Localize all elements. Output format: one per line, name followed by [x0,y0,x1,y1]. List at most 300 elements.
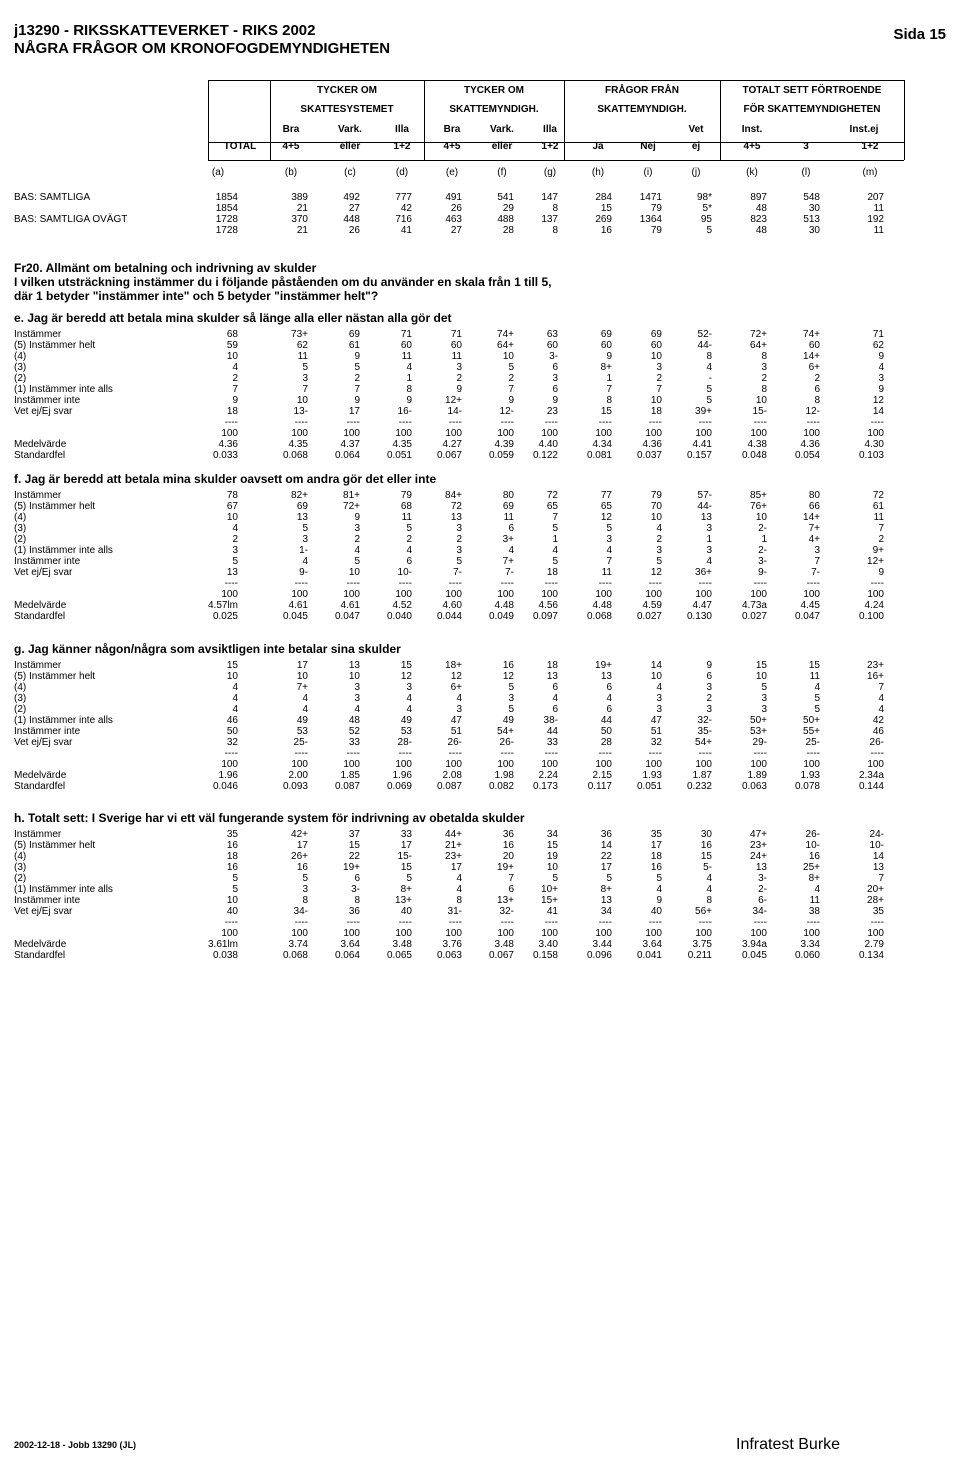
table-cell: 3.40 [538,939,558,950]
row-label: (1) Instämmer inte alls [14,545,113,556]
table-cell: 0.040 [386,611,412,622]
table-cell: 10 [348,567,360,578]
table-cell: ---- [806,748,820,759]
table-cell: ---- [448,748,462,759]
table-cell: 1 [406,373,412,384]
question-text-line2: I vilken utsträckning instämmer du i följande påståenden om du använder en skala från 1 till 5, [14,275,552,289]
table-cell: 3 [406,682,412,693]
table-cell: 7 [878,873,884,884]
table-cell: 13+ [497,895,514,906]
table-cell: ---- [870,748,884,759]
table-cell: 34 [600,906,612,917]
table-cell: 7 [878,682,884,693]
table-cell: 4.57lm [207,600,238,611]
table-cell: 8 [606,395,612,406]
table-cell: 9- [758,567,767,578]
table-cell: 2 [508,373,514,384]
table-cell: 4 [814,682,820,693]
table-cell: 51 [450,726,462,737]
table-cell: ---- [698,917,712,928]
table-cell: 2.15 [592,770,612,781]
base-cell: 42 [400,203,412,214]
table-cell: 5 [232,873,238,884]
table-cell: 15 [600,406,612,417]
base-cell: 30 [808,203,820,214]
row-label: Standardfel [14,950,66,961]
table-cell: 3 [761,704,767,715]
table-cell: 10 [650,671,662,682]
base-cell: 28 [502,225,514,236]
table-cell: 100 [291,928,308,939]
table-cell: 10 [348,671,360,682]
table-cell: 100 [541,759,558,770]
row-label: (3) [14,693,27,704]
table-cell: 100 [445,928,462,939]
group-title-line2: FÖR SKATTEMYNDIGHETEN [743,104,881,115]
table-cell: 40 [650,906,662,917]
table-cell: ---- [544,417,558,428]
table-cell: 4.30 [864,439,884,450]
table-cell: 0.033 [212,450,238,461]
table-cell: 15 [808,660,820,671]
table-cell: 9 [606,351,612,362]
table-cell: 72 [450,501,462,512]
table-cell: 44 [546,726,558,737]
base-cell: 137 [541,214,558,225]
table-cell: 100 [291,428,308,439]
table-cell: 24+ [750,851,767,862]
table-cell: 8 [302,895,308,906]
base-cell: 192 [867,214,884,225]
table-cell: ---- [224,748,238,759]
table-cell: 52 [348,726,360,737]
table-cell: 100 [343,928,360,939]
base-cell: 823 [750,214,767,225]
table-cell: 12+ [445,395,462,406]
table-cell: 2 [878,534,884,545]
table-cell: ---- [698,578,712,589]
base-cell: 716 [395,214,412,225]
table-cell: 11 [809,895,820,906]
table-cell: 100 [803,589,820,600]
table-cell: 3.76 [442,939,462,950]
base-cell: 488 [497,214,514,225]
table-cell: 0.047 [794,611,820,622]
table-cell: 19 [546,851,558,862]
table-cell: ---- [500,748,514,759]
table-cell: 4 [552,545,558,556]
table-cell: 47+ [750,829,767,840]
table-cell: 100 [695,589,712,600]
table-cell: 3 [456,704,462,715]
row-label: (4) [14,851,27,862]
group-title-line2: SKATTEMYNDIGH. [449,104,539,115]
row-label: Instämmer [14,829,62,840]
table-cell: 19+ [595,660,612,671]
row-label: Instämmer [14,329,62,340]
base-cell: 1854 [215,192,238,203]
header-divider [208,80,209,160]
table-cell: ---- [598,578,612,589]
table-cell: 0.059 [488,450,514,461]
row-label: (2) [14,373,27,384]
table-cell: 100 [595,928,612,939]
table-cell: 40 [226,906,238,917]
table-cell: 0.122 [532,450,558,461]
table-cell: 13 [450,512,462,523]
column-letter: (k) [746,167,758,178]
table-cell: 100 [395,759,412,770]
table-cell: 4 [552,693,558,704]
table-cell: 84+ [445,490,462,501]
table-cell: 12+ [867,556,884,567]
table-cell: 34- [293,906,308,917]
table-cell: 3 [302,884,308,895]
table-cell: 3- [758,873,767,884]
column-letter: (j) [691,167,701,178]
table-cell: ---- [753,748,767,759]
table-cell: 2.24 [538,770,558,781]
table-cell: 37 [348,829,360,840]
table-cell: 32- [499,906,514,917]
table-cell: 11 [809,671,820,682]
table-cell: 18 [546,567,558,578]
table-cell: 50 [600,726,612,737]
row-label: (5) Instämmer helt [14,501,96,512]
table-cell: 2 [761,373,767,384]
table-cell: 1.96 [392,770,412,781]
table-cell: 69 [600,329,612,340]
table-cell: 4.59 [642,600,662,611]
base-cell: 448 [343,214,360,225]
base-cell: 11 [873,203,884,214]
table-cell: 5 [406,523,412,534]
table-cell: 0.025 [212,611,238,622]
base-cell: 95 [700,214,712,225]
base-cell: 79 [650,203,662,214]
table-cell: 3+ [502,534,514,545]
table-cell: 31- [447,906,462,917]
table-cell: 4.61 [288,600,308,611]
table-cell: 0.048 [741,450,767,461]
table-cell: 2 [656,534,662,545]
column-letter: (l) [801,167,811,178]
table-cell: 28- [397,737,412,748]
table-cell: 20 [502,851,514,862]
table-cell: 5 [406,873,412,884]
table-cell: 6 [354,873,360,884]
table-cell: 100 [221,928,238,939]
table-cell: 23+ [750,840,767,851]
table-cell: 11 [451,351,462,362]
table-cell: 100 [803,759,820,770]
table-cell: 25- [805,737,820,748]
footer-job-info: 2002-12-18 - Jobb 13290 (JL) [14,1440,137,1450]
table-cell: 32- [697,715,712,726]
column-letter: (h) [591,167,605,178]
table-cell: 2 [456,373,462,384]
table-cell: 79 [400,490,412,501]
table-cell: 39+ [695,406,712,417]
table-cell: 0.063 [436,950,462,961]
table-cell: 19+ [343,862,360,873]
table-cell: 33 [400,829,412,840]
table-cell: 100 [343,589,360,600]
table-cell: 4 [456,884,462,895]
table-cell: 6 [606,704,612,715]
table-cell: ---- [648,917,662,928]
table-cell: ---- [544,748,558,759]
table-cell: 10 [226,671,238,682]
column-header-block [0,80,960,178]
table-cell: 4 [406,693,412,704]
table-cell: 5 [656,873,662,884]
table-cell: 8+ [600,362,612,373]
table-cell: 21+ [445,840,462,851]
table-cell: ---- [870,917,884,928]
table-cell: 52- [697,329,712,340]
table-cell: 46 [872,726,884,737]
table-cell: 60 [546,340,558,351]
column-bottom-label: 1+2 [861,141,879,152]
table-cell: 9 [552,395,558,406]
table-cell: 5 [814,704,820,715]
base-cell: 284 [595,192,612,203]
column-top-label: Illa [543,124,557,135]
table-cell: 3 [761,693,767,704]
table-cell: 82+ [291,490,308,501]
table-cell: 10 [755,395,767,406]
table-cell: 16 [650,862,662,873]
table-cell: 3 [508,693,514,704]
table-cell: 5 [508,362,514,373]
table-cell: 10 [226,512,238,523]
table-cell: 7 [878,523,884,534]
table-cell: 4 [508,545,514,556]
table-cell: 0.049 [488,611,514,622]
table-cell: 3.44 [592,939,612,950]
table-cell: 11 [401,512,412,523]
base-cell: 1471 [639,192,662,203]
table-cell: 14 [872,851,884,862]
table-cell: 50+ [803,715,820,726]
table-cell: 0.087 [334,781,360,792]
table-cell: 5 [552,523,558,534]
table-cell: ---- [346,417,360,428]
base-cell: 491 [445,192,462,203]
table-cell: 4.73a [741,600,767,611]
table-cell: ---- [294,748,308,759]
table-cell: 69 [296,501,308,512]
table-cell: 0.134 [858,950,884,961]
table-cell: 13- [293,406,308,417]
table-cell: 3.64 [642,939,662,950]
table-cell: 0.065 [386,950,412,961]
table-cell: 3.61lm [207,939,238,950]
base-cell: 41 [400,225,412,236]
table-cell: 9 [508,395,514,406]
table-cell: 48 [348,715,360,726]
table-cell: 77 [600,490,612,501]
base-cell: 16 [600,225,612,236]
table-cell: 10 [755,671,767,682]
table-cell: ---- [870,417,884,428]
table-cell: 4.34 [592,439,612,450]
table-cell: 2 [354,534,360,545]
table-cell: 6 [552,362,558,373]
table-cell: 0.068 [282,950,308,961]
table-cell: 10 [226,351,238,362]
table-cell: 49 [296,715,308,726]
table-cell: 80 [502,490,514,501]
table-cell: 36 [502,829,514,840]
table-cell: 4.27 [442,439,462,450]
table-cell: 49 [502,715,514,726]
table-cell: 9 [656,895,662,906]
table-cell: 18+ [445,660,462,671]
table-cell: ---- [648,578,662,589]
column-top-label: Vark. [338,124,362,135]
table-cell: ---- [698,417,712,428]
base-cell: 8 [552,225,558,236]
column-bottom-label: Ja [592,141,604,152]
base-cell: 147 [541,192,558,203]
table-cell: 81+ [343,490,360,501]
table-cell: 28 [600,737,612,748]
table-cell: 35 [226,829,238,840]
table-cell: 0.041 [636,950,662,961]
table-cell: 24- [869,829,884,840]
table-cell: 44 [600,715,612,726]
table-cell: 100 [221,759,238,770]
table-cell: ---- [753,917,767,928]
table-cell: 16 [296,862,308,873]
table-cell: 5- [703,862,712,873]
column-bottom-label: eller [339,141,361,152]
table-cell: 13 [226,567,238,578]
base-cell: 492 [343,192,360,203]
table-cell: 14 [650,660,662,671]
table-cell: 10 [755,512,767,523]
table-cell: 4.56 [538,600,558,611]
table-cell: 19+ [497,862,514,873]
table-cell: 56+ [695,906,712,917]
table-cell: 4 [606,693,612,704]
table-cell: 0.069 [386,781,412,792]
table-cell: 4 [232,693,238,704]
column-bottom-label: 4+5 [282,141,300,152]
table-cell: 12 [502,671,514,682]
table-cell: 26+ [291,851,308,862]
table-cell: 8 [761,351,767,362]
table-cell: 18 [226,406,238,417]
base-cell: 897 [750,192,767,203]
row-label: (5) Instämmer helt [14,671,96,682]
column-letter: (c) [344,167,356,178]
column-letter: (b) [284,167,298,178]
table-cell: 4.37 [340,439,360,450]
table-cell: 26- [805,829,820,840]
table-cell: 16 [502,840,514,851]
table-cell: 8 [456,895,462,906]
table-cell: 0.067 [488,950,514,961]
table-cell: 57- [697,490,712,501]
table-cell: 35 [872,906,884,917]
table-cell: 6 [508,884,514,895]
table-cell: 100 [645,928,662,939]
base-cell: 11 [873,225,884,236]
table-cell: 79 [650,490,662,501]
table-cell: 60 [650,340,662,351]
table-cell: 100 [645,428,662,439]
table-cell: 4 [232,523,238,534]
table-cell: 4 [406,704,412,715]
table-cell: ---- [398,917,412,928]
table-cell: 15+ [541,895,558,906]
table-cell: ---- [448,578,462,589]
base-cell: 30 [808,225,820,236]
table-cell: 23 [546,406,558,417]
row-label: Instämmer inte [14,556,81,567]
table-cell: 4.40 [538,439,558,450]
table-cell: 17 [296,660,308,671]
table-cell: 26- [869,737,884,748]
table-cell: 15 [400,862,412,873]
table-cell: 4.38 [747,439,767,450]
table-cell: 3 [656,693,662,704]
page-number: Sida 15 [893,26,946,43]
table-cell: 4.45 [800,600,820,611]
table-cell: 4.39 [494,439,514,450]
row-label: (2) [14,704,27,715]
table-cell: 66 [808,501,820,512]
table-cell: ---- [870,578,884,589]
table-cell: 0.087 [436,781,462,792]
table-cell: 1 [706,534,712,545]
base-cell: 5 [706,225,712,236]
table-cell: 59 [226,340,238,351]
table-cell: 100 [750,428,767,439]
table-cell: 100 [595,589,612,600]
table-cell: 69 [502,501,514,512]
table-cell: 100 [541,589,558,600]
table-cell: 17 [348,406,360,417]
table-cell: 100 [695,759,712,770]
table-cell: 44+ [445,829,462,840]
table-cell: 100 [645,589,662,600]
total-column-header: TOTAL [223,141,257,152]
statement-title: h. Totalt sett: I Sverige har vi ett väl fungerande system för indrivning av obetalda skulder [14,811,525,825]
table-cell: 15 [400,660,412,671]
table-cell: 100 [291,759,308,770]
table-cell: 0.038 [212,950,238,961]
table-cell: 20+ [867,884,884,895]
table-cell: 4 [706,362,712,373]
table-cell: 53+ [750,726,767,737]
base-cell: 389 [291,192,308,203]
table-cell: 62 [296,340,308,351]
row-label: (2) [14,534,27,545]
table-cell: 5 [552,556,558,567]
table-cell: 51 [650,726,662,737]
table-cell: 3 [656,704,662,715]
base-cell: 1728 [215,225,238,236]
table-cell: 16- [397,406,412,417]
table-cell: 53 [400,726,412,737]
table-cell: 11 [503,512,514,523]
table-cell: 2 [456,534,462,545]
table-cell: 100 [221,589,238,600]
